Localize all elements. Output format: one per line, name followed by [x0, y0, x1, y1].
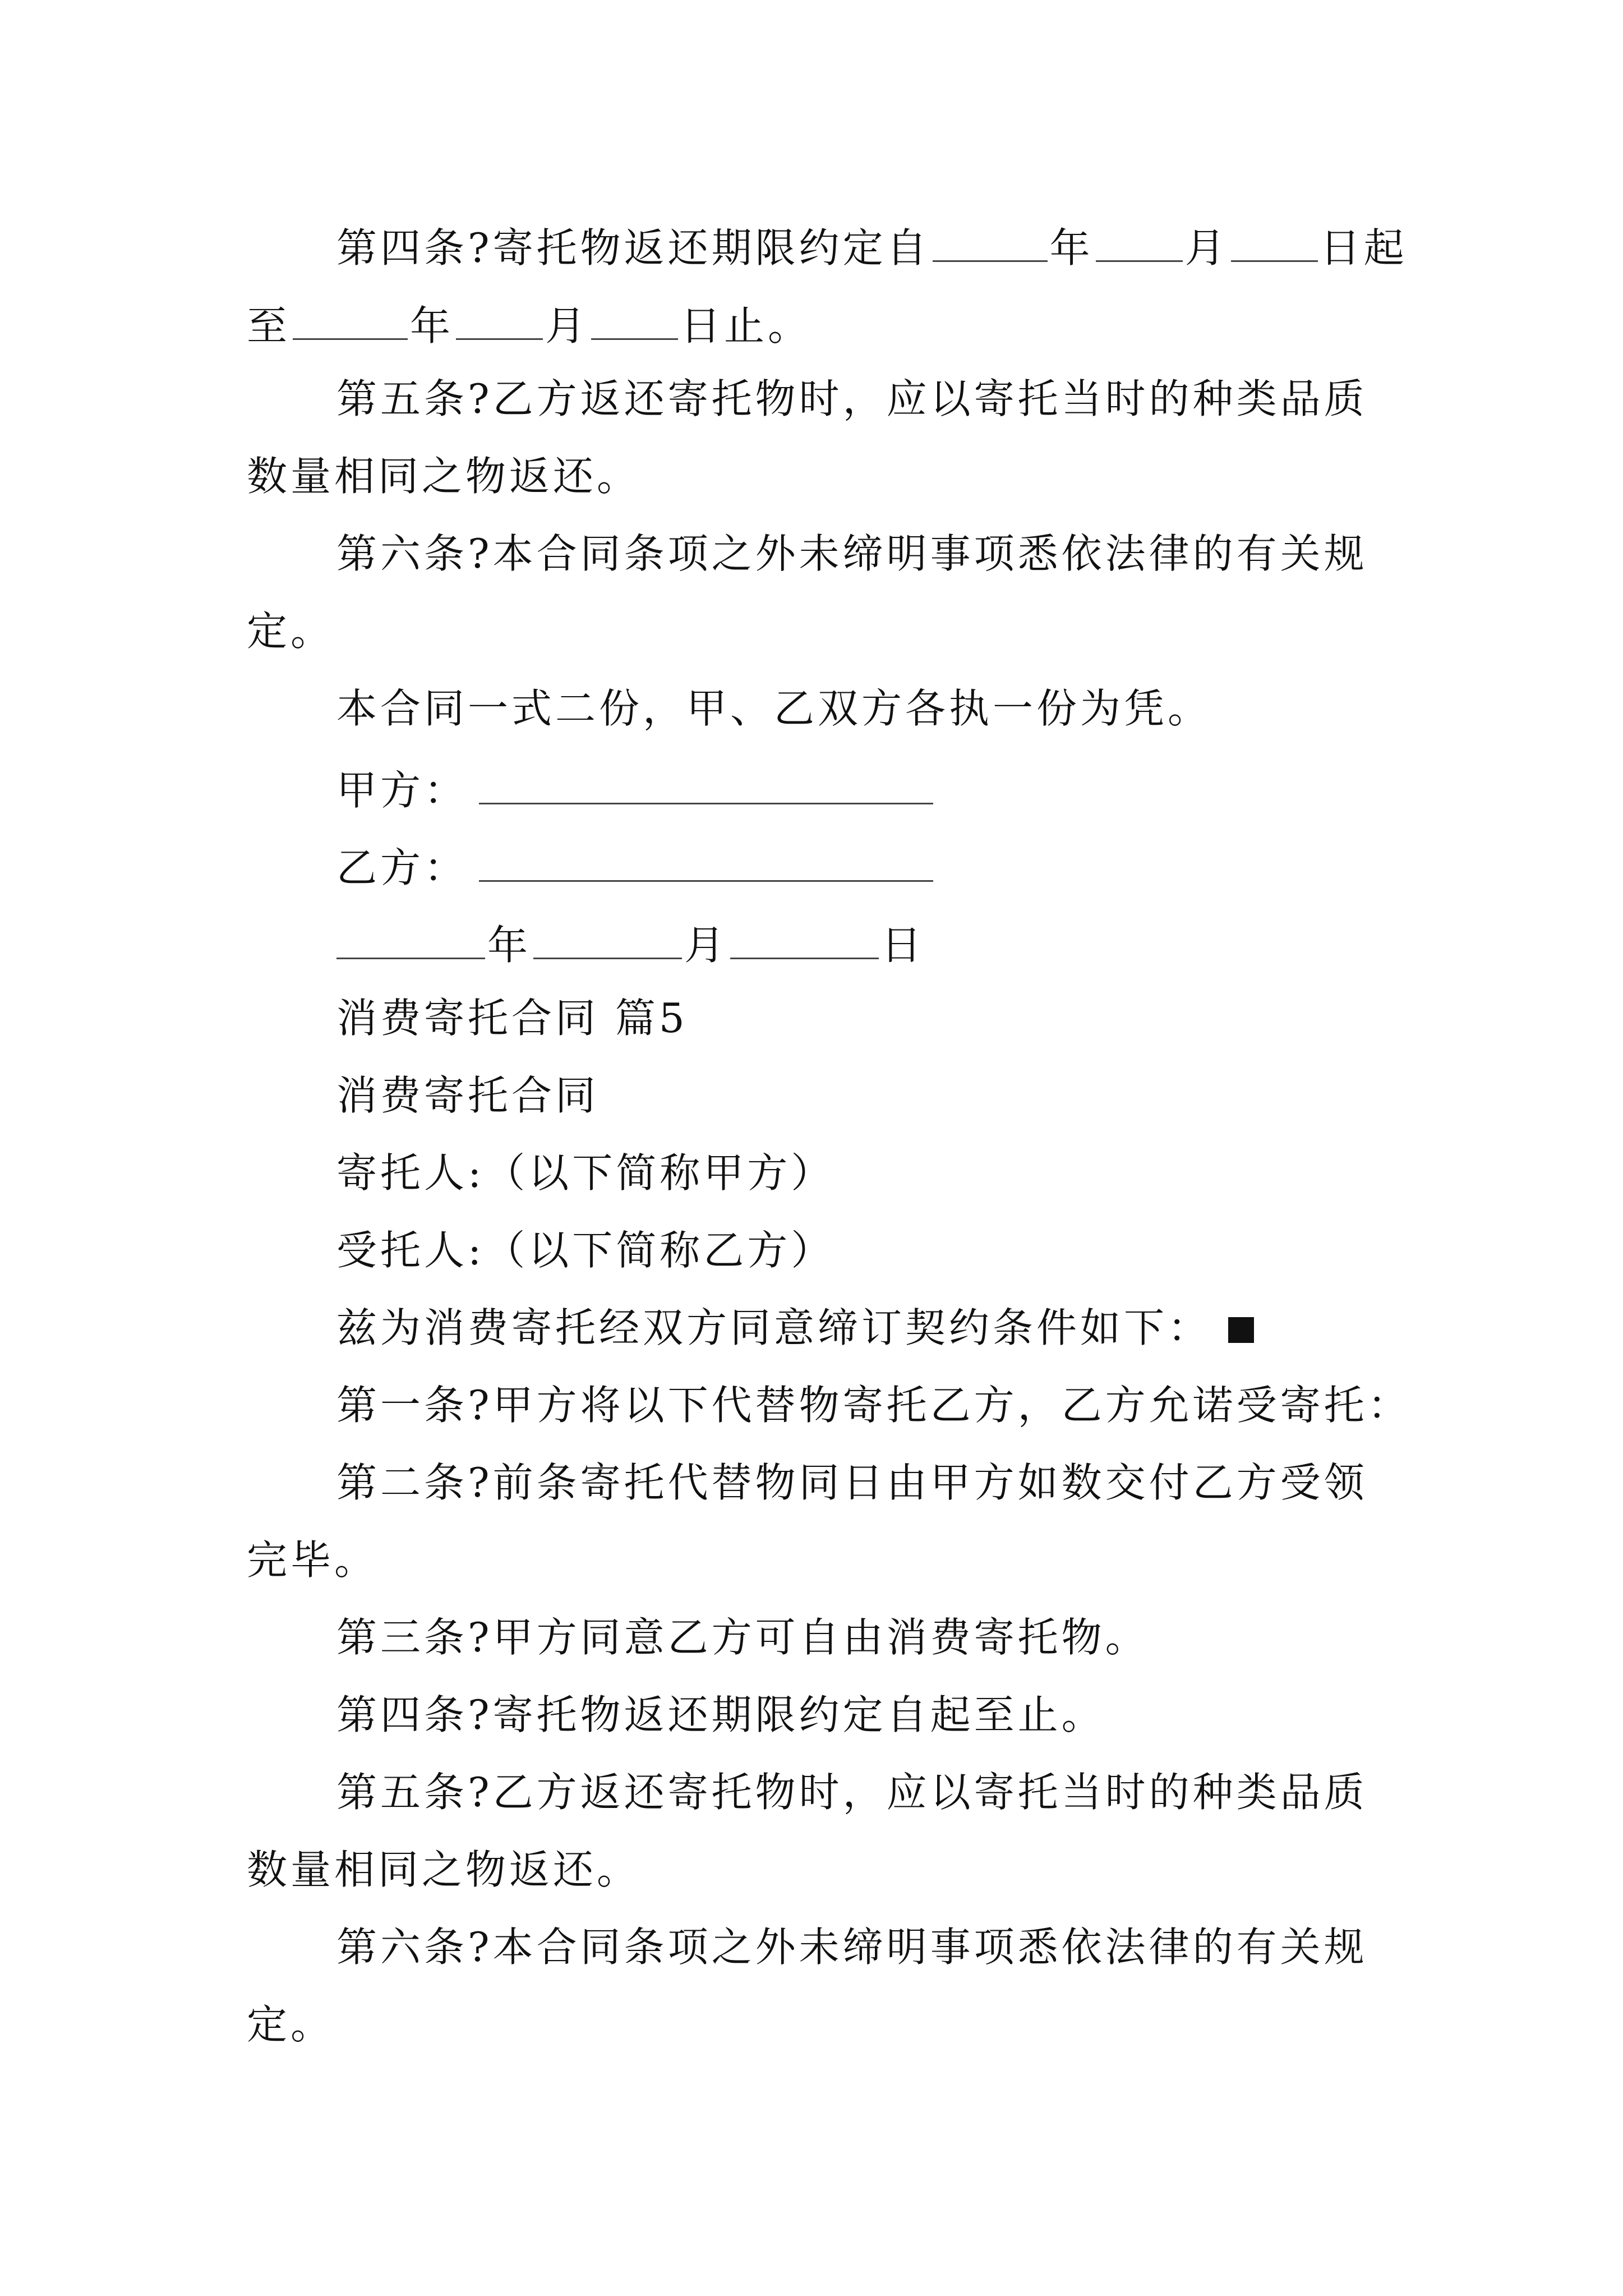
contract-title: 消费寄托合同	[336, 1072, 600, 1119]
depositary-line: 受托人:（以下简称乙方）	[336, 1227, 835, 1274]
clause-5b-line-2: 数量相同之物返还。	[247, 1846, 641, 1893]
clause-5-line-1: 第五条?乙方返还寄托物时，应以寄托当时的种类品质	[336, 375, 1368, 422]
clause-6b-line-2: 定。	[247, 2001, 335, 2048]
clause-6-line-1: 第六条?本合同条项之外未缔明事项悉依法律的有关规	[336, 530, 1368, 577]
copies-statement: 本合同一式二份，甲、乙双方各执一份为凭。	[336, 685, 1212, 732]
to-label: 至	[247, 302, 291, 349]
clause-3-line: 第三条?甲方同意乙方可自由消费寄托物。	[336, 1614, 1149, 1661]
month-blank[interactable]	[533, 921, 682, 959]
day-start-label: 日起	[1320, 224, 1408, 272]
month-blank[interactable]	[1096, 223, 1183, 262]
preamble-line	[336, 1304, 1254, 1351]
party-b-label: 乙方：	[336, 844, 468, 891]
clause-4-line-2	[247, 301, 812, 349]
clause-4b-line: 第四条?寄托物返还期限约定自起至止。	[336, 1691, 1105, 1738]
day-end-label: 日止。	[680, 302, 812, 349]
section-heading: 消费寄托合同 篇5	[336, 995, 688, 1042]
square-bullet-icon	[1228, 1317, 1254, 1343]
clause-1-line: 第一条?甲方将以下代替物寄托乙方，乙方允诺受寄托：	[336, 1382, 1412, 1429]
preamble-text: 兹为消费寄托经双方同意缔订契约条件如下：	[336, 1304, 1212, 1351]
clause-4-line-1	[336, 223, 1408, 272]
clause-2-line-1: 第二条?前条寄托代替物同日由甲方如数交付乙方受领	[336, 1459, 1368, 1506]
year-blank[interactable]	[336, 921, 485, 959]
month-label: 月	[1184, 224, 1229, 272]
year-label: 年	[410, 302, 454, 349]
party-a-signature-line	[336, 766, 935, 814]
party-a-label: 甲方：	[336, 767, 468, 814]
party-a-blank[interactable]	[479, 766, 933, 804]
clause-2-line-2: 完毕。	[247, 1536, 379, 1584]
clause-4-text: 第四条?寄托物返还期限约定自	[336, 224, 930, 272]
clause-5b-line-1: 第五条?乙方返还寄托物时，应以寄托当时的种类品质	[336, 1769, 1368, 1816]
year-label: 年	[487, 922, 532, 969]
clause-6-line-2: 定。	[247, 608, 335, 655]
day-blank[interactable]	[730, 921, 879, 959]
month-blank[interactable]	[456, 301, 543, 340]
day-blank[interactable]	[591, 301, 678, 340]
clause-5-line-2: 数量相同之物返还。	[247, 453, 641, 500]
day-blank[interactable]	[1231, 223, 1318, 262]
clause-6b-line-1: 第六条?本合同条项之外未缔明事项悉依法律的有关规	[336, 1924, 1368, 1971]
month-label: 月	[684, 922, 728, 969]
month-label: 月	[545, 302, 589, 349]
depositor-line: 寄托人:（以下简称甲方）	[336, 1149, 835, 1197]
signing-date-line	[336, 921, 925, 969]
year-label: 年	[1049, 224, 1094, 272]
day-label: 日	[881, 922, 925, 969]
year-blank[interactable]	[293, 301, 408, 340]
year-blank[interactable]	[933, 223, 1048, 262]
party-b-signature-line	[336, 843, 935, 891]
party-b-blank[interactable]	[479, 843, 933, 882]
